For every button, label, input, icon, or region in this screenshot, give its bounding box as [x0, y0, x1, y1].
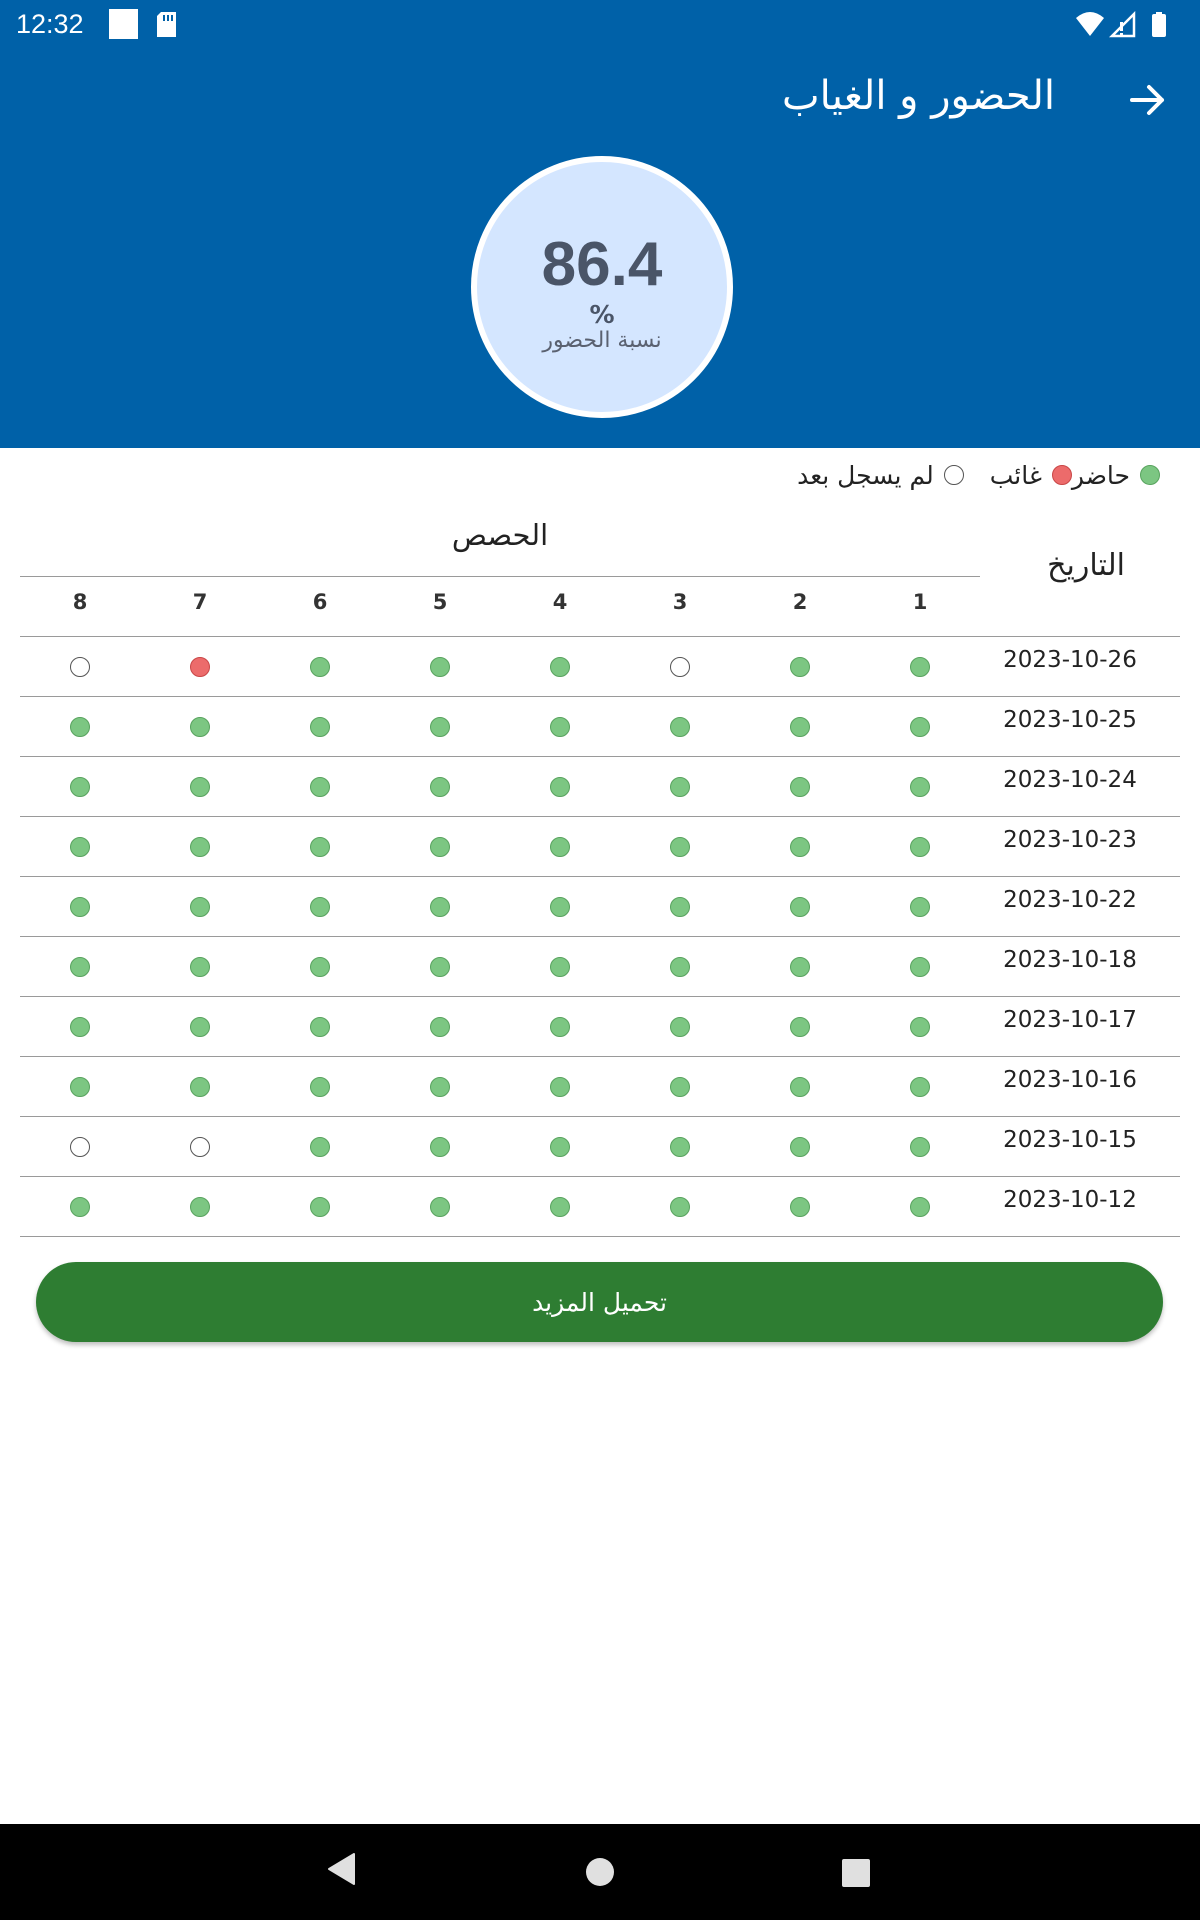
present-dot-icon [310, 657, 330, 677]
present-dot-icon [550, 1197, 570, 1217]
present-dot-icon [910, 657, 930, 677]
not-recorded-dot-icon [70, 657, 90, 677]
row-date: 2023-10-17 [1003, 1007, 1137, 1033]
table-row-divider [20, 816, 1180, 817]
sd-card-icon [157, 12, 176, 37]
arrow-right-icon[interactable] [1128, 80, 1168, 120]
legend-present-label: حاضر [1071, 460, 1130, 490]
present-dot-icon [70, 1077, 90, 1097]
period-header-8: 8 [72, 590, 88, 614]
present-dot-icon [550, 777, 570, 797]
present-dot-icon [70, 837, 90, 857]
present-dot-icon [310, 957, 330, 977]
present-dot-icon [70, 1017, 90, 1037]
notification-square-icon [109, 9, 138, 39]
present-dot-icon [910, 777, 930, 797]
legend-absent [990, 461, 1072, 490]
present-dot-icon [790, 1137, 810, 1157]
back-triangle-icon[interactable] [326, 1852, 356, 1886]
row-date: 2023-10-22 [1003, 887, 1137, 913]
present-dot-icon [430, 717, 450, 737]
row-date: 2023-10-25 [1003, 707, 1137, 733]
present-dot-icon [430, 1137, 450, 1157]
present-dot-icon [430, 1017, 450, 1037]
table-row-divider [20, 1176, 1180, 1177]
table-header-divider [20, 636, 1180, 637]
present-dot-icon [70, 777, 90, 797]
attendance-rate-value: 86.4 [541, 230, 663, 299]
present-dot-icon [310, 1137, 330, 1157]
table-row-divider [20, 696, 1180, 697]
present-dot-icon [70, 957, 90, 977]
present-dot-icon [310, 1077, 330, 1097]
present-dot-icon [790, 1077, 810, 1097]
present-dot-icon [310, 897, 330, 917]
legend-present [1072, 461, 1160, 490]
present-dot-icon [910, 1077, 930, 1097]
present-dot-icon [430, 657, 450, 677]
period-header-2: 2 [792, 590, 808, 614]
wifi-icon [1076, 12, 1104, 36]
row-date: 2023-10-18 [1003, 947, 1137, 973]
present-dot-icon [190, 837, 210, 857]
recents-square-icon[interactable] [841, 1858, 871, 1888]
present-dot-icon [790, 837, 810, 857]
present-dot-icon [310, 1017, 330, 1037]
present-dot-icon [550, 897, 570, 917]
period-header-7: 7 [192, 590, 208, 614]
status-icons [1074, 10, 1174, 40]
present-dot-icon [910, 1017, 930, 1037]
header [0, 50, 1200, 448]
present-dot-icon [310, 777, 330, 797]
absent-dot-icon [1052, 465, 1072, 485]
present-dot-icon [790, 897, 810, 917]
present-dot-icon [790, 777, 810, 797]
present-dot-icon [190, 1197, 210, 1217]
present-dot-icon [430, 1077, 450, 1097]
present-dot-icon [670, 1197, 690, 1217]
present-dot-icon [790, 957, 810, 977]
period-header-1: 1 [912, 590, 928, 614]
present-dot-icon [310, 717, 330, 737]
periods-header-divider [20, 576, 980, 577]
attendance-rate-label: نسبة الحضور [542, 328, 662, 353]
attendance-rate-unit: % [589, 300, 615, 329]
present-dot-icon [190, 897, 210, 917]
signal-icon [1112, 14, 1134, 36]
table-row-divider [20, 1056, 1180, 1057]
row-date: 2023-10-26 [1003, 647, 1137, 673]
present-dot-icon [430, 777, 450, 797]
periods-column-header: الحصص [451, 518, 549, 552]
period-header-6: 6 [312, 590, 328, 614]
present-dot-icon [550, 657, 570, 677]
present-dot-icon [910, 717, 930, 737]
table-row-divider [20, 936, 1180, 937]
not-recorded-dot-icon [70, 1137, 90, 1157]
row-date: 2023-10-23 [1003, 827, 1137, 853]
present-dot-icon [670, 837, 690, 857]
present-dot-icon [550, 837, 570, 857]
battery-icon [1152, 12, 1166, 37]
legend-absent-label: غائب [989, 460, 1042, 490]
present-dot-icon [430, 897, 450, 917]
period-header-5: 5 [432, 590, 448, 614]
row-date: 2023-10-12 [1003, 1187, 1137, 1213]
present-dot-icon [190, 1017, 210, 1037]
load-more-button[interactable]: تحميل المزيد [36, 1262, 1163, 1342]
period-header-3: 3 [672, 590, 688, 614]
present-dot-icon [190, 957, 210, 977]
present-dot-icon [670, 1137, 690, 1157]
present-dot-icon [910, 897, 930, 917]
present-dot-icon [70, 897, 90, 917]
present-dot-icon [190, 717, 210, 737]
attendance-rate-circle [471, 156, 733, 418]
present-dot-icon [70, 717, 90, 737]
status-time: 12:32 [16, 9, 84, 39]
present-dot-icon [70, 1197, 90, 1217]
present-dot-icon [550, 1017, 570, 1037]
row-date: 2023-10-15 [1003, 1127, 1137, 1153]
present-dot-icon [430, 957, 450, 977]
table-row-divider [20, 1236, 1180, 1237]
table-row-divider [20, 996, 1180, 997]
table-row-divider [20, 876, 1180, 877]
absent-dot-icon [190, 657, 210, 677]
present-dot-icon [550, 1137, 570, 1157]
present-dot-icon [550, 1077, 570, 1097]
not-recorded-dot-icon [944, 465, 964, 485]
present-dot-icon [670, 897, 690, 917]
present-dot-icon [670, 957, 690, 977]
legend-not-recorded [797, 461, 964, 490]
present-dot-icon [910, 957, 930, 977]
table-row-divider [20, 1116, 1180, 1117]
present-dot-icon [790, 657, 810, 677]
legend-not-recorded-label: لم يسجل بعد [797, 460, 934, 490]
present-dot-icon [550, 957, 570, 977]
home-circle-icon[interactable] [585, 1857, 615, 1887]
present-dot-icon [310, 837, 330, 857]
present-dot-icon [190, 1077, 210, 1097]
legend [771, 460, 1160, 490]
not-recorded-dot-icon [670, 657, 690, 677]
present-dot-icon [910, 837, 930, 857]
present-dot-icon [430, 837, 450, 857]
period-header-4: 4 [552, 590, 568, 614]
row-date: 2023-10-16 [1003, 1067, 1137, 1093]
present-dot-icon [670, 717, 690, 737]
present-dot-icon [790, 1017, 810, 1037]
table-row-divider [20, 756, 1180, 757]
date-column-header: التاريخ [1047, 548, 1125, 583]
present-dot-icon [790, 717, 810, 737]
navigation-bar [0, 1824, 1200, 1920]
present-dot-icon [670, 1077, 690, 1097]
present-dot-icon [910, 1197, 930, 1217]
present-dot-icon [1140, 465, 1160, 485]
present-dot-icon [670, 777, 690, 797]
page-title: الحضور و الغياب [781, 73, 1055, 119]
present-dot-icon [430, 1197, 450, 1217]
present-dot-icon [550, 717, 570, 737]
status-bar [0, 0, 1200, 50]
not-recorded-dot-icon [190, 1137, 210, 1157]
present-dot-icon [310, 1197, 330, 1217]
present-dot-icon [910, 1137, 930, 1157]
present-dot-icon [190, 777, 210, 797]
present-dot-icon [790, 1197, 810, 1217]
present-dot-icon [670, 1017, 690, 1037]
row-date: 2023-10-24 [1003, 767, 1137, 793]
